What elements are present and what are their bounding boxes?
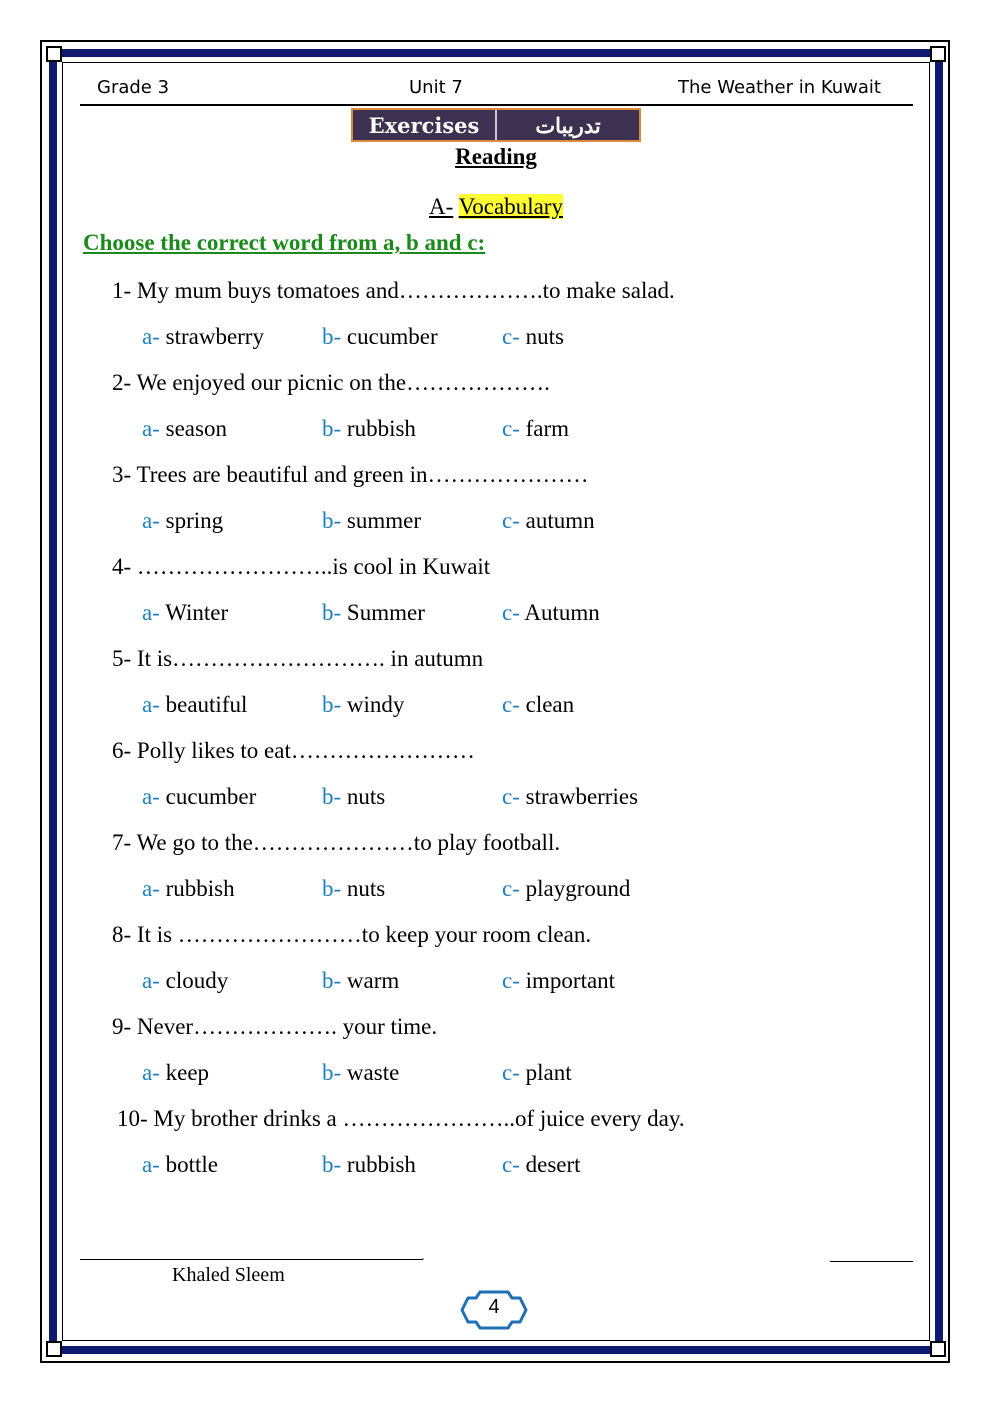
subsection-name: Vocabulary <box>458 194 563 219</box>
option-5b[interactable]: b- windy <box>322 692 405 717</box>
question-2: 2- We enjoyed our picnic on the………………. <box>112 370 550 395</box>
frame-corner-ornament <box>46 1341 62 1357</box>
frame-corner-ornament <box>46 46 62 62</box>
option-8a[interactable]: a- cloudy <box>142 968 229 993</box>
exercises-banner <box>351 108 641 142</box>
question-9: 9- Never………………. your time. <box>112 1014 438 1039</box>
option-8b[interactable]: b- warm <box>322 968 400 993</box>
header-rule <box>80 104 913 106</box>
option-10b[interactable]: b- rubbish <box>322 1152 416 1177</box>
option-3c[interactable]: c- autumn <box>502 508 595 533</box>
header-grade: Grade 3 <box>97 77 170 98</box>
option-7a[interactable]: a- rubbish <box>142 876 235 901</box>
author-name: Khaled Sleem <box>172 1264 285 1286</box>
option-8c[interactable]: c- important <box>502 968 616 993</box>
option-5a[interactable]: a- beautiful <box>142 692 248 717</box>
option-3a[interactable]: a- spring <box>142 508 224 533</box>
footer-rule-right <box>830 1261 913 1262</box>
option-6b[interactable]: b- nuts <box>322 784 386 809</box>
option-6c[interactable]: c- strawberries <box>502 784 639 809</box>
subsection-label: A- <box>429 194 454 219</box>
option-9c[interactable]: c- plant <box>502 1060 572 1085</box>
question-4: 4- ……………………..is cool in Kuwait <box>112 554 491 579</box>
option-2c[interactable]: c- farm <box>502 416 570 441</box>
option-9b[interactable]: b- waste <box>322 1060 400 1085</box>
question-5: 5- It is………………………. in autumn <box>112 646 484 671</box>
header-unit: Unit 7 <box>409 77 463 98</box>
option-3b[interactable]: b- summer <box>322 508 422 533</box>
option-4a[interactable]: a- Winter <box>142 600 229 625</box>
question-6: 6- Polly likes to eat…………………… <box>112 738 475 763</box>
option-2a[interactable]: a- season <box>142 416 227 441</box>
footer-rule-left <box>80 1259 422 1260</box>
option-1b[interactable]: b- cucumber <box>322 324 438 349</box>
page-number: 4 <box>488 1296 500 1318</box>
option-1c[interactable]: c- nuts <box>502 324 564 349</box>
option-10a[interactable]: a- bottle <box>142 1152 219 1177</box>
option-7c[interactable]: c- playground <box>502 876 631 901</box>
option-7b[interactable]: b- nuts <box>322 876 386 901</box>
exercises-label-english: Exercises <box>368 112 480 138</box>
footer-dot: . <box>421 1249 425 1264</box>
frame-corner-ornament <box>930 46 946 62</box>
option-5c[interactable]: c- clean <box>502 692 575 717</box>
section-title: Reading <box>455 144 537 169</box>
question-8: 8- It is ……………………to keep your room clean. <box>112 922 592 947</box>
question-1: 1- My mum buys tomatoes and……………….to make salad. <box>112 278 675 303</box>
exercises-label-arabic: تدريبات <box>495 110 639 140</box>
option-6a[interactable]: a- cucumber <box>142 784 257 809</box>
option-10c[interactable]: c- desert <box>502 1152 581 1177</box>
option-4c[interactable]: c- Autumn <box>502 600 600 625</box>
option-2b[interactable]: b- rubbish <box>322 416 416 441</box>
subsection-title <box>0 194 992 220</box>
option-9a[interactable]: a- keep <box>142 1060 210 1085</box>
frame-corner-ornament <box>930 1341 946 1357</box>
question-10: 10- My brother drinks a …………………..of juice every day. <box>117 1106 685 1131</box>
question-3: 3- Trees are beautiful and green in………………… <box>112 462 589 487</box>
header-topic: The Weather in Kuwait <box>678 77 881 98</box>
option-1a[interactable]: a- strawberry <box>142 324 264 349</box>
question-7: 7- We go to the…………………to play football. <box>112 830 561 855</box>
instruction: Choose the correct word from a, b and c: <box>83 230 486 255</box>
option-4b[interactable]: b- Summer <box>322 600 425 625</box>
